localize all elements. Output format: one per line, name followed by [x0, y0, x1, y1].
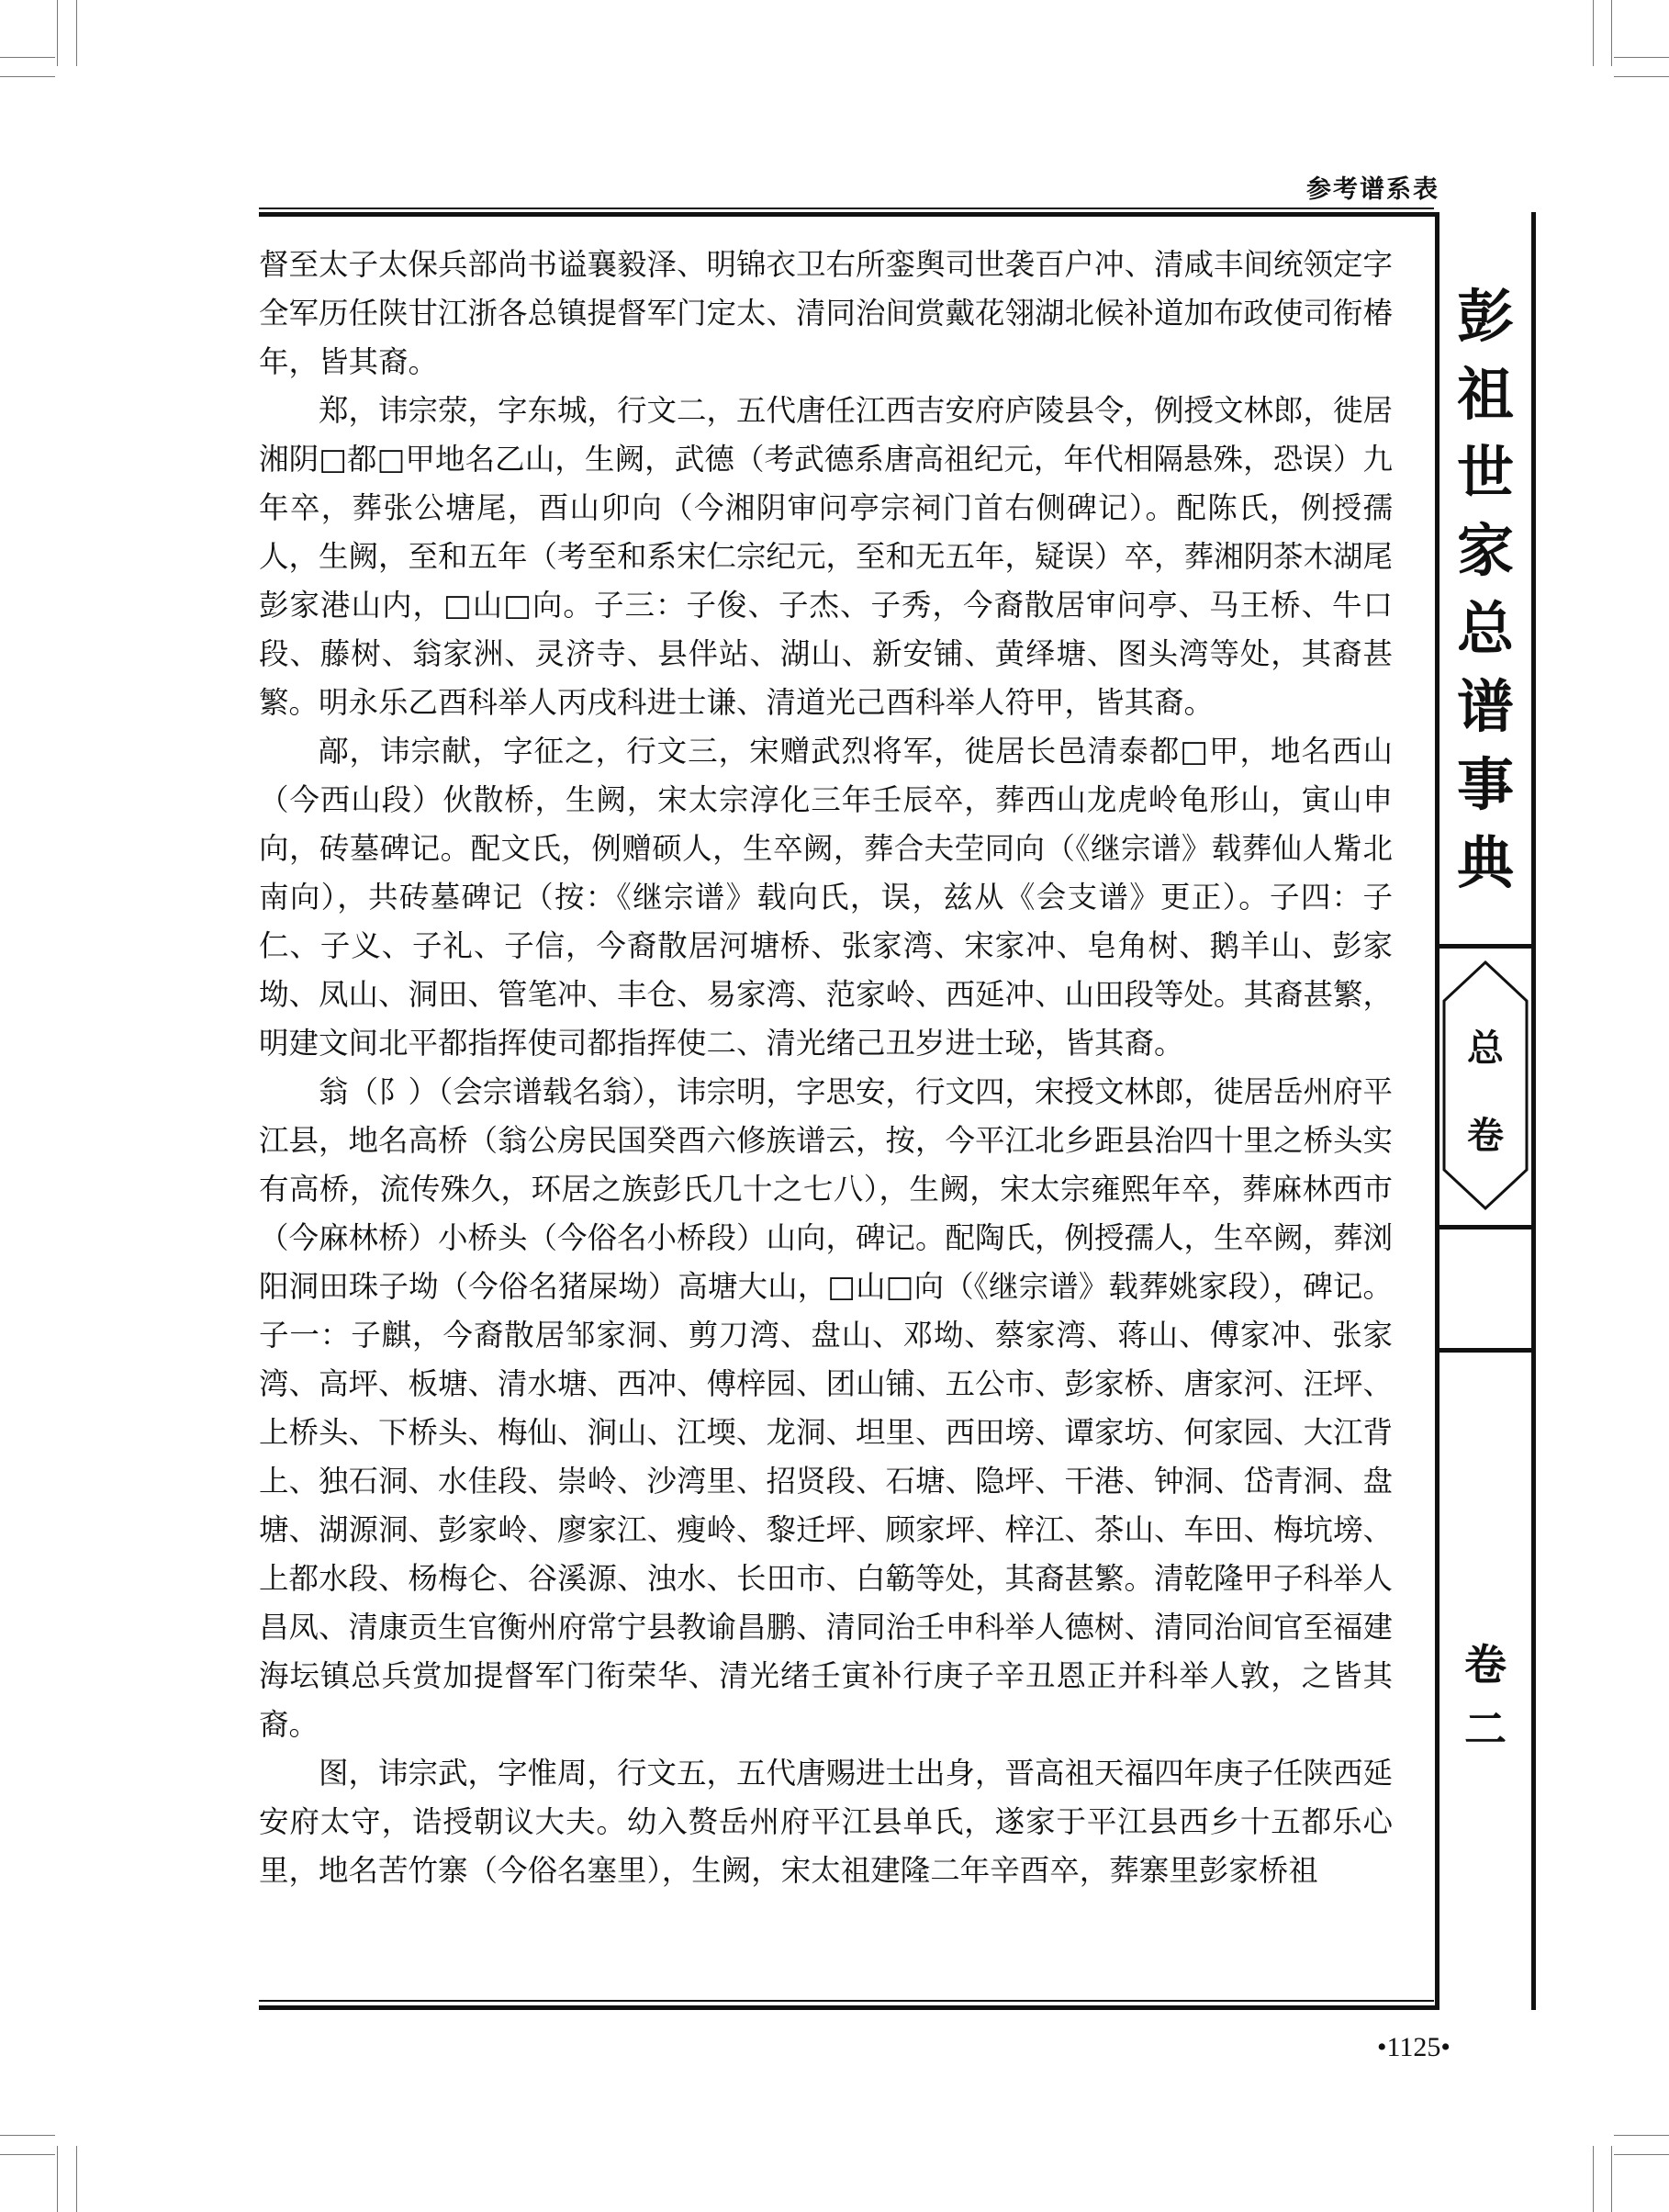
bottom-rule-thin	[259, 2000, 1434, 2002]
volume-char: 卷	[1464, 1640, 1507, 1690]
book-title-char: 谱	[1456, 673, 1514, 740]
crop-mark	[57, 0, 58, 66]
book-title-char: 典	[1456, 829, 1514, 896]
paragraph: 督至太子太保兵部尚书谥襄毅泽、明锦衣卫右所銮舆司世袭百户冲、清咸丰间统领定字全军历任陕甘江浙各总镇提督军门定太、清同治间赏戴花翎湖北候补道加布政使司衔椿年，皆其裔。	[259, 247, 1394, 379]
top-rule-thin	[259, 208, 1434, 209]
paragraph: 郑，讳宗荥，字东城，行文二，五代唐任江西吉安府庐陵县令，例授文林郎，徙居湘阴□都□甲地名乙山，生阙，武德（考武德系唐高祖纪元，年代相隔悬殊，恐误）九年卒，葬张公塘尾，酉山卯向（今湘阴审问亭宗祠门首右侧碑记）。配陈氏，例授孺人，生阙，至和五年（考至和系宋仁宗纪元，至和无五年，疑误）卒，葬湘阴茶木湖尾彭家港山内，□山□向。子三：子俊、子杰、子秀，今裔散居审问亭、马王桥、牛口段、藤树、翁家洲、灵济寺、县伴站、湖山、新安铺、黄绎塘、图头湾等处，其裔甚繁。明永乐乙酉科举人丙戌科进士谦、清道光己酉科举人符甲，皆其裔。	[259, 393, 1394, 720]
running-header: 参考谱系表	[1306, 175, 1439, 204]
page-number: •1125•	[1377, 2032, 1451, 2062]
crop-mark	[1614, 76, 1669, 77]
crop-mark	[0, 57, 55, 58]
crop-mark	[0, 76, 55, 77]
section-hexagon-frame	[1439, 953, 1531, 1218]
paragraph: 翁（阝）（会宗谱载名翁），讳宗明，字思安，行文四，宋授文林郎，徙居岳州府平江县，地名高桥（翁公房民国癸酉六修族谱云，按，今平江北乡距县治四十里之桥头实有高桥，流传殊久，环居之族彭氏几十之七八），生阙，宋太宗雍熙年卒，葬麻林西市（今麻林桥）小桥头（今俗名小桥段）山向，碑记。配陶氏，例授孺人，生卒阙，葬浏阳洞田珠子坳（今俗名猪屎坳）高塘大山，□山□向（《继宗谱》载葬姚家段），碑记。子一：子麒，今裔散居邹家洞、剪刀湾、盘山、邓坳、蔡家湾、蒋山、傅家冲、张家湾、高坪、板塘、清水塘、西冲、傅梓园、团山铺、五公市、彭家桥、唐家河、汪坪、上桥头、下桥头、梅仙、涧山、江堧、龙洞、坦里、西田塝、谭家坊、何家园、大江背上、独石洞、水佳段、崇岭、沙湾里、招贤段、石塘、隐坪、干港、钟洞、岱青洞、盘塘、湖源洞、彭家岭、廖家江、瘦岭、黎迁坪、顾家坪、梓江、茶山、车田、梅坑塝、上都水段、杨梅仑、谷溪源、浊水、长田市、白簕等处，其裔甚繁。清乾隆甲子科举人昌凤、清康贡生官衡州府常宁县教谕昌鹏、清同治壬申科举人德树、清同治间官至福建海坛镇总兵赏加提督军门衔荣华、清光绪壬寅补行庚子辛丑恩正并科举人敦，之皆其裔。	[259, 1074, 1394, 1742]
book-title-char: 事	[1456, 751, 1514, 818]
book-title-vertical	[1439, 277, 1531, 902]
crop-mark	[1611, 2146, 1612, 2212]
book-title-char: 家	[1456, 517, 1514, 584]
crop-mark	[76, 2146, 77, 2212]
crop-mark	[0, 2154, 55, 2155]
crop-mark	[57, 2146, 58, 2212]
crop-mark	[1593, 0, 1594, 66]
crop-mark	[1614, 2154, 1669, 2155]
paragraph: 鄗，讳宗献，字征之，行文三，宋赠武烈将军，徙居长邑清泰都□甲，地名西山（今西山段）伙散桥，生阙，宋太宗淳化三年壬辰卒，葬西山龙虎岭龟形山，寅山申向，砖墓碑记。配文氏，例赠硕人，生卒阙，葬合夫茔同向（《继宗谱》载葬仙人觜北南向），共砖墓碑记（按：《继宗谱》载向氏，误，兹从《会支谱》更正）。子四：子仁、子义、子礼、子信，今裔散居河塘桥、张家湾、宋家冲、皂角树、鹅羊山、彭家坳、凤山、洞田、管笔冲、丰仓、易家湾、范家岭、西延冲、山田段等处。其裔甚繁，明建文间北平都指挥使司都指挥使二、清光绪己丑岁进士珌，皆其裔。	[259, 734, 1394, 1061]
book-title-char: 祖	[1456, 361, 1514, 428]
crop-mark	[76, 0, 77, 66]
volume-label	[1439, 1633, 1531, 1761]
section-label-bottom: 卷	[1467, 1115, 1504, 1157]
section-label-top: 总	[1467, 1027, 1504, 1070]
crop-mark	[1614, 2135, 1669, 2136]
book-title-char: 世	[1456, 439, 1514, 506]
top-rule-thick	[259, 212, 1437, 217]
crop-mark	[0, 2135, 55, 2136]
volume-char: 二	[1464, 1704, 1507, 1754]
main-text	[259, 241, 1393, 1895]
side-divider	[1435, 944, 1536, 949]
book-title-char: 彭	[1456, 283, 1514, 350]
paragraph: 图，讳宗武，字惟周，行文五，五代唐赐进士出身，晋高祖天福四年庚子任陕西延安府太守，诰授朝议大夫。幼入赘岳州府平江县单氏，遂家于平江县西乡十五都乐心里，地名苦竹寨（今俗名塞里），生阙，宋太祖建隆二年辛酉卒，葬寨里彭家桥祖	[259, 1756, 1394, 1888]
side-divider	[1435, 1348, 1536, 1353]
crop-mark	[1614, 57, 1669, 58]
crop-mark	[1593, 2146, 1594, 2212]
book-title-char: 总	[1456, 595, 1514, 662]
bottom-rule-thick	[259, 2005, 1437, 2010]
crop-mark	[1611, 0, 1612, 66]
side-divider	[1435, 1225, 1536, 1230]
